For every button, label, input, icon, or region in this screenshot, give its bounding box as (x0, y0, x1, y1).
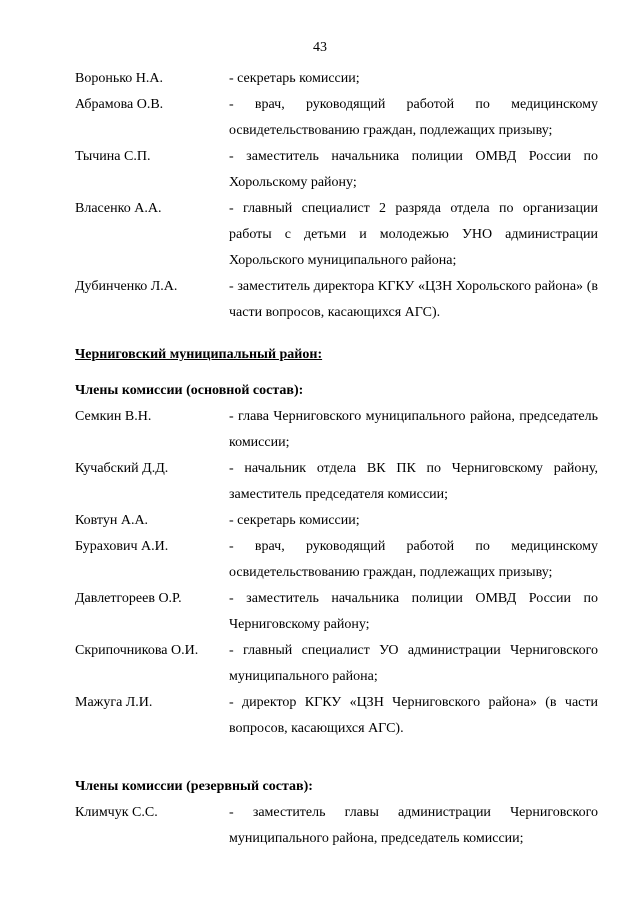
member-name: Давлетгореев О.Р. (75, 591, 182, 606)
member-name: Абрамова О.В. (75, 97, 164, 112)
member-role: - врач, руководящий работой по медицинскому освидетельствованию граждан, подлежащих призыву; (229, 539, 598, 580)
member-role: - заместитель главы администрации Черниговского муниципального района, председатель комиссии; (229, 805, 598, 846)
region-title: Черниговский муниципальный район: (75, 347, 323, 362)
member-role: - главный специалист 2 разряда отдела по организации работы с детьми и молодежью УНО администрации Хорольского муниципального района; (229, 201, 598, 268)
member-row (75, 196, 598, 274)
member-row (75, 92, 598, 144)
member-name: Власенко А.А. (75, 201, 162, 216)
member-row (75, 586, 598, 638)
member-name: Кучабский Д.Д. (75, 461, 169, 476)
member-row (75, 456, 598, 508)
document-body (75, 66, 598, 852)
member-name: Климчук С.С. (75, 805, 158, 820)
member-row (75, 534, 598, 586)
member-role: - главный специалист УО администрации Черниговского муниципального района; (229, 643, 598, 684)
member-name: Тычина С.П. (75, 149, 151, 164)
member-role: - заместитель начальника полиции ОМВД России по Черниговскому району; (229, 591, 598, 632)
member-name: Ковтун А.А. (75, 513, 149, 528)
member-row (75, 66, 598, 92)
member-role: - директор КГКУ «ЦЗН Черниговского района» (в части вопросов, касающихся АГС). (229, 695, 598, 736)
member-role: - заместитель директора КГКУ «ЦЗН Хорольского района» (в части вопросов, касающихся АГС). (229, 279, 598, 320)
reserve-section-title: Члены комиссии (резервный состав): (75, 779, 313, 794)
member-role: - заместитель начальника полиции ОМВД России по Хорольскому району; (229, 149, 598, 190)
member-role: - секретарь комиссии; (229, 71, 360, 86)
member-name: Дубинченко Л.А. (75, 279, 178, 294)
member-row (75, 508, 598, 534)
member-role: - врач, руководящий работой по медицинскому освидетельствованию граждан, подлежащих призыву; (229, 97, 598, 138)
member-name: Семкин В.Н. (75, 409, 152, 424)
member-row (75, 800, 598, 852)
member-role: - начальник отдела ВК ПК по Черниговскому району, заместитель председателя комиссии; (229, 461, 598, 502)
member-role: - глава Черниговского муниципального района, председатель комиссии; (229, 409, 598, 450)
member-name: Бурахович А.И. (75, 539, 169, 554)
member-row (75, 638, 598, 690)
member-role: - секретарь комиссии; (229, 513, 360, 528)
member-name: Скрипочникова О.И. (75, 643, 199, 658)
page-number: 43 (313, 40, 327, 55)
member-row (75, 144, 598, 196)
member-row (75, 690, 598, 742)
member-name: Мажуга Л.И. (75, 695, 153, 710)
main-section-title: Члены комиссии (основной состав): (75, 383, 304, 398)
member-row (75, 404, 598, 456)
member-name: Воронько Н.А. (75, 71, 164, 86)
member-row (75, 274, 598, 326)
